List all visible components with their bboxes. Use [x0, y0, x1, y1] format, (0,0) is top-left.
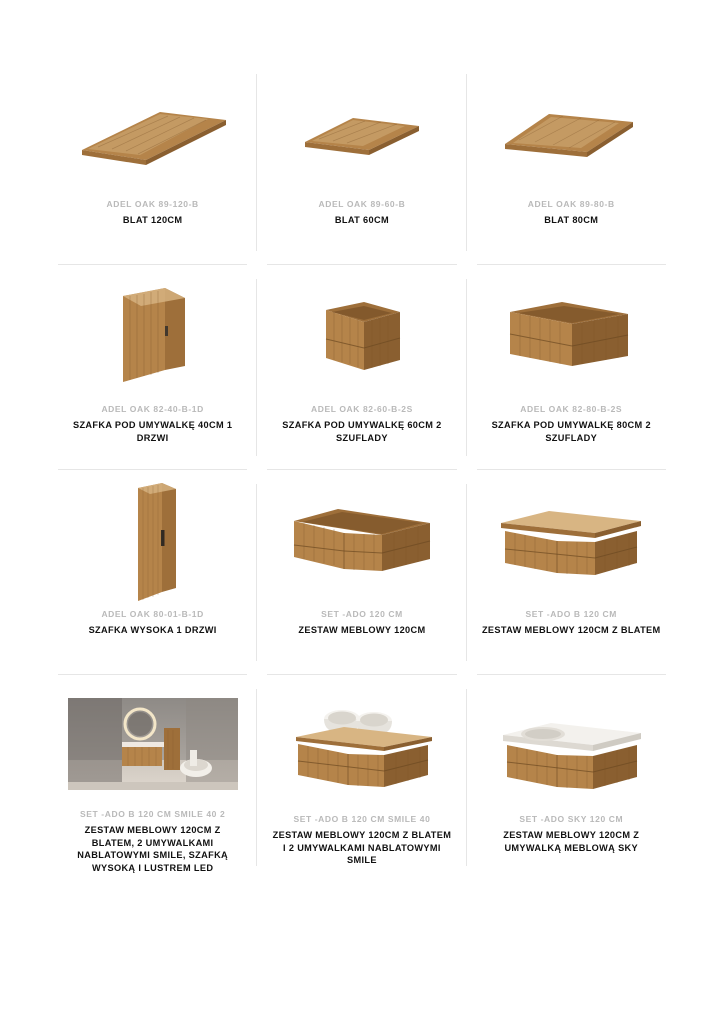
- bathroom-scene-photo[interactable]: [58, 679, 247, 809]
- product-sku: SET -ADO SKY 120 CM: [519, 814, 624, 824]
- furniture-set-120-icon[interactable]: [267, 474, 456, 609]
- product-title[interactable]: SZAFKA POD UMYWALKĘ 60CM 2 SZUFLADY: [282, 420, 442, 443]
- product-sku: ADEL OAK 82-80-B-2S: [520, 404, 623, 414]
- product-sku: SET -ADO 120 CM: [321, 609, 403, 619]
- product-title[interactable]: BLAT 120CM: [122, 215, 183, 225]
- product-sku: ADEL OAK 89-120-B: [106, 199, 199, 209]
- product-title[interactable]: SZAFKA WYSOKA 1 DRZWI: [88, 625, 217, 635]
- product-title[interactable]: SZAFKA POD UMYWALKĘ 80CM 2 SZUFLADY: [491, 420, 651, 443]
- product-title[interactable]: ZESTAW MEBLOWY 120CM Z UMYWALKĄ MEBLOWĄ SKY: [503, 830, 640, 853]
- product-card[interactable]: [48, 675, 257, 880]
- product-card[interactable]: [467, 675, 676, 880]
- product-title[interactable]: ZESTAW MEBLOWY 120CM Z BLATEM, 2 UMYWALKAMI NABLATOWYMI SMILE, SZAFKĄ WYSOKĄ I LUSTREM LED: [77, 825, 229, 873]
- product-sku: ADEL OAK 80-01-B-1D: [101, 609, 204, 619]
- product-grid: [48, 60, 676, 880]
- product-title[interactable]: BLAT 80CM: [544, 215, 599, 225]
- countertop-80-icon[interactable]: [477, 64, 666, 199]
- furniture-set-120-countertop-icon[interactable]: [477, 474, 666, 609]
- product-card[interactable]: [257, 60, 466, 265]
- product-card[interactable]: [48, 470, 257, 675]
- cabinet-60-2drawer-icon[interactable]: [267, 269, 456, 404]
- product-card[interactable]: [48, 60, 257, 265]
- product-title[interactable]: ZESTAW MEBLOWY 120CM Z BLATEM: [481, 625, 661, 635]
- product-card[interactable]: [48, 265, 257, 470]
- product-title[interactable]: SZAFKA POD UMYWALKĘ 40CM 1 DRZWI: [72, 420, 233, 443]
- product-sku: SET -ADO B 120 CM: [525, 609, 617, 619]
- product-card[interactable]: [467, 60, 676, 265]
- set-120-two-basins-icon[interactable]: [267, 679, 456, 814]
- product-card[interactable]: [467, 265, 676, 470]
- product-sku: ADEL OAK 82-60-B-2S: [310, 404, 413, 414]
- cabinet-40-1door-icon[interactable]: [58, 269, 247, 404]
- countertop-120-icon[interactable]: [58, 64, 247, 199]
- product-card[interactable]: [257, 470, 466, 675]
- countertop-60-icon[interactable]: [267, 64, 456, 199]
- product-sku: ADEL OAK 89-60-B: [318, 199, 406, 209]
- product-card[interactable]: [257, 675, 466, 880]
- tall-cabinet-1door-icon[interactable]: [58, 474, 247, 609]
- product-card[interactable]: [467, 470, 676, 675]
- product-sku: ADEL OAK 89-80-B: [527, 199, 615, 209]
- set-120-sky-basin-icon[interactable]: [477, 679, 666, 814]
- cabinet-80-2drawer-icon[interactable]: [477, 269, 666, 404]
- product-sku: SET -ADO B 120 CM SMILE 40 2: [80, 809, 226, 819]
- product-title[interactable]: ZESTAW MEBLOWY 120CM: [298, 625, 426, 635]
- product-sku: ADEL OAK 82-40-B-1D: [101, 404, 204, 414]
- product-card[interactable]: [257, 265, 466, 470]
- product-title[interactable]: BLAT 60CM: [334, 215, 389, 225]
- product-sku: SET -ADO B 120 CM SMILE 40: [293, 814, 431, 824]
- product-title[interactable]: ZESTAW MEBLOWY 120CM Z BLATEM I 2 UMYWALKAMI NABLATOWYMI SMILE: [272, 830, 452, 865]
